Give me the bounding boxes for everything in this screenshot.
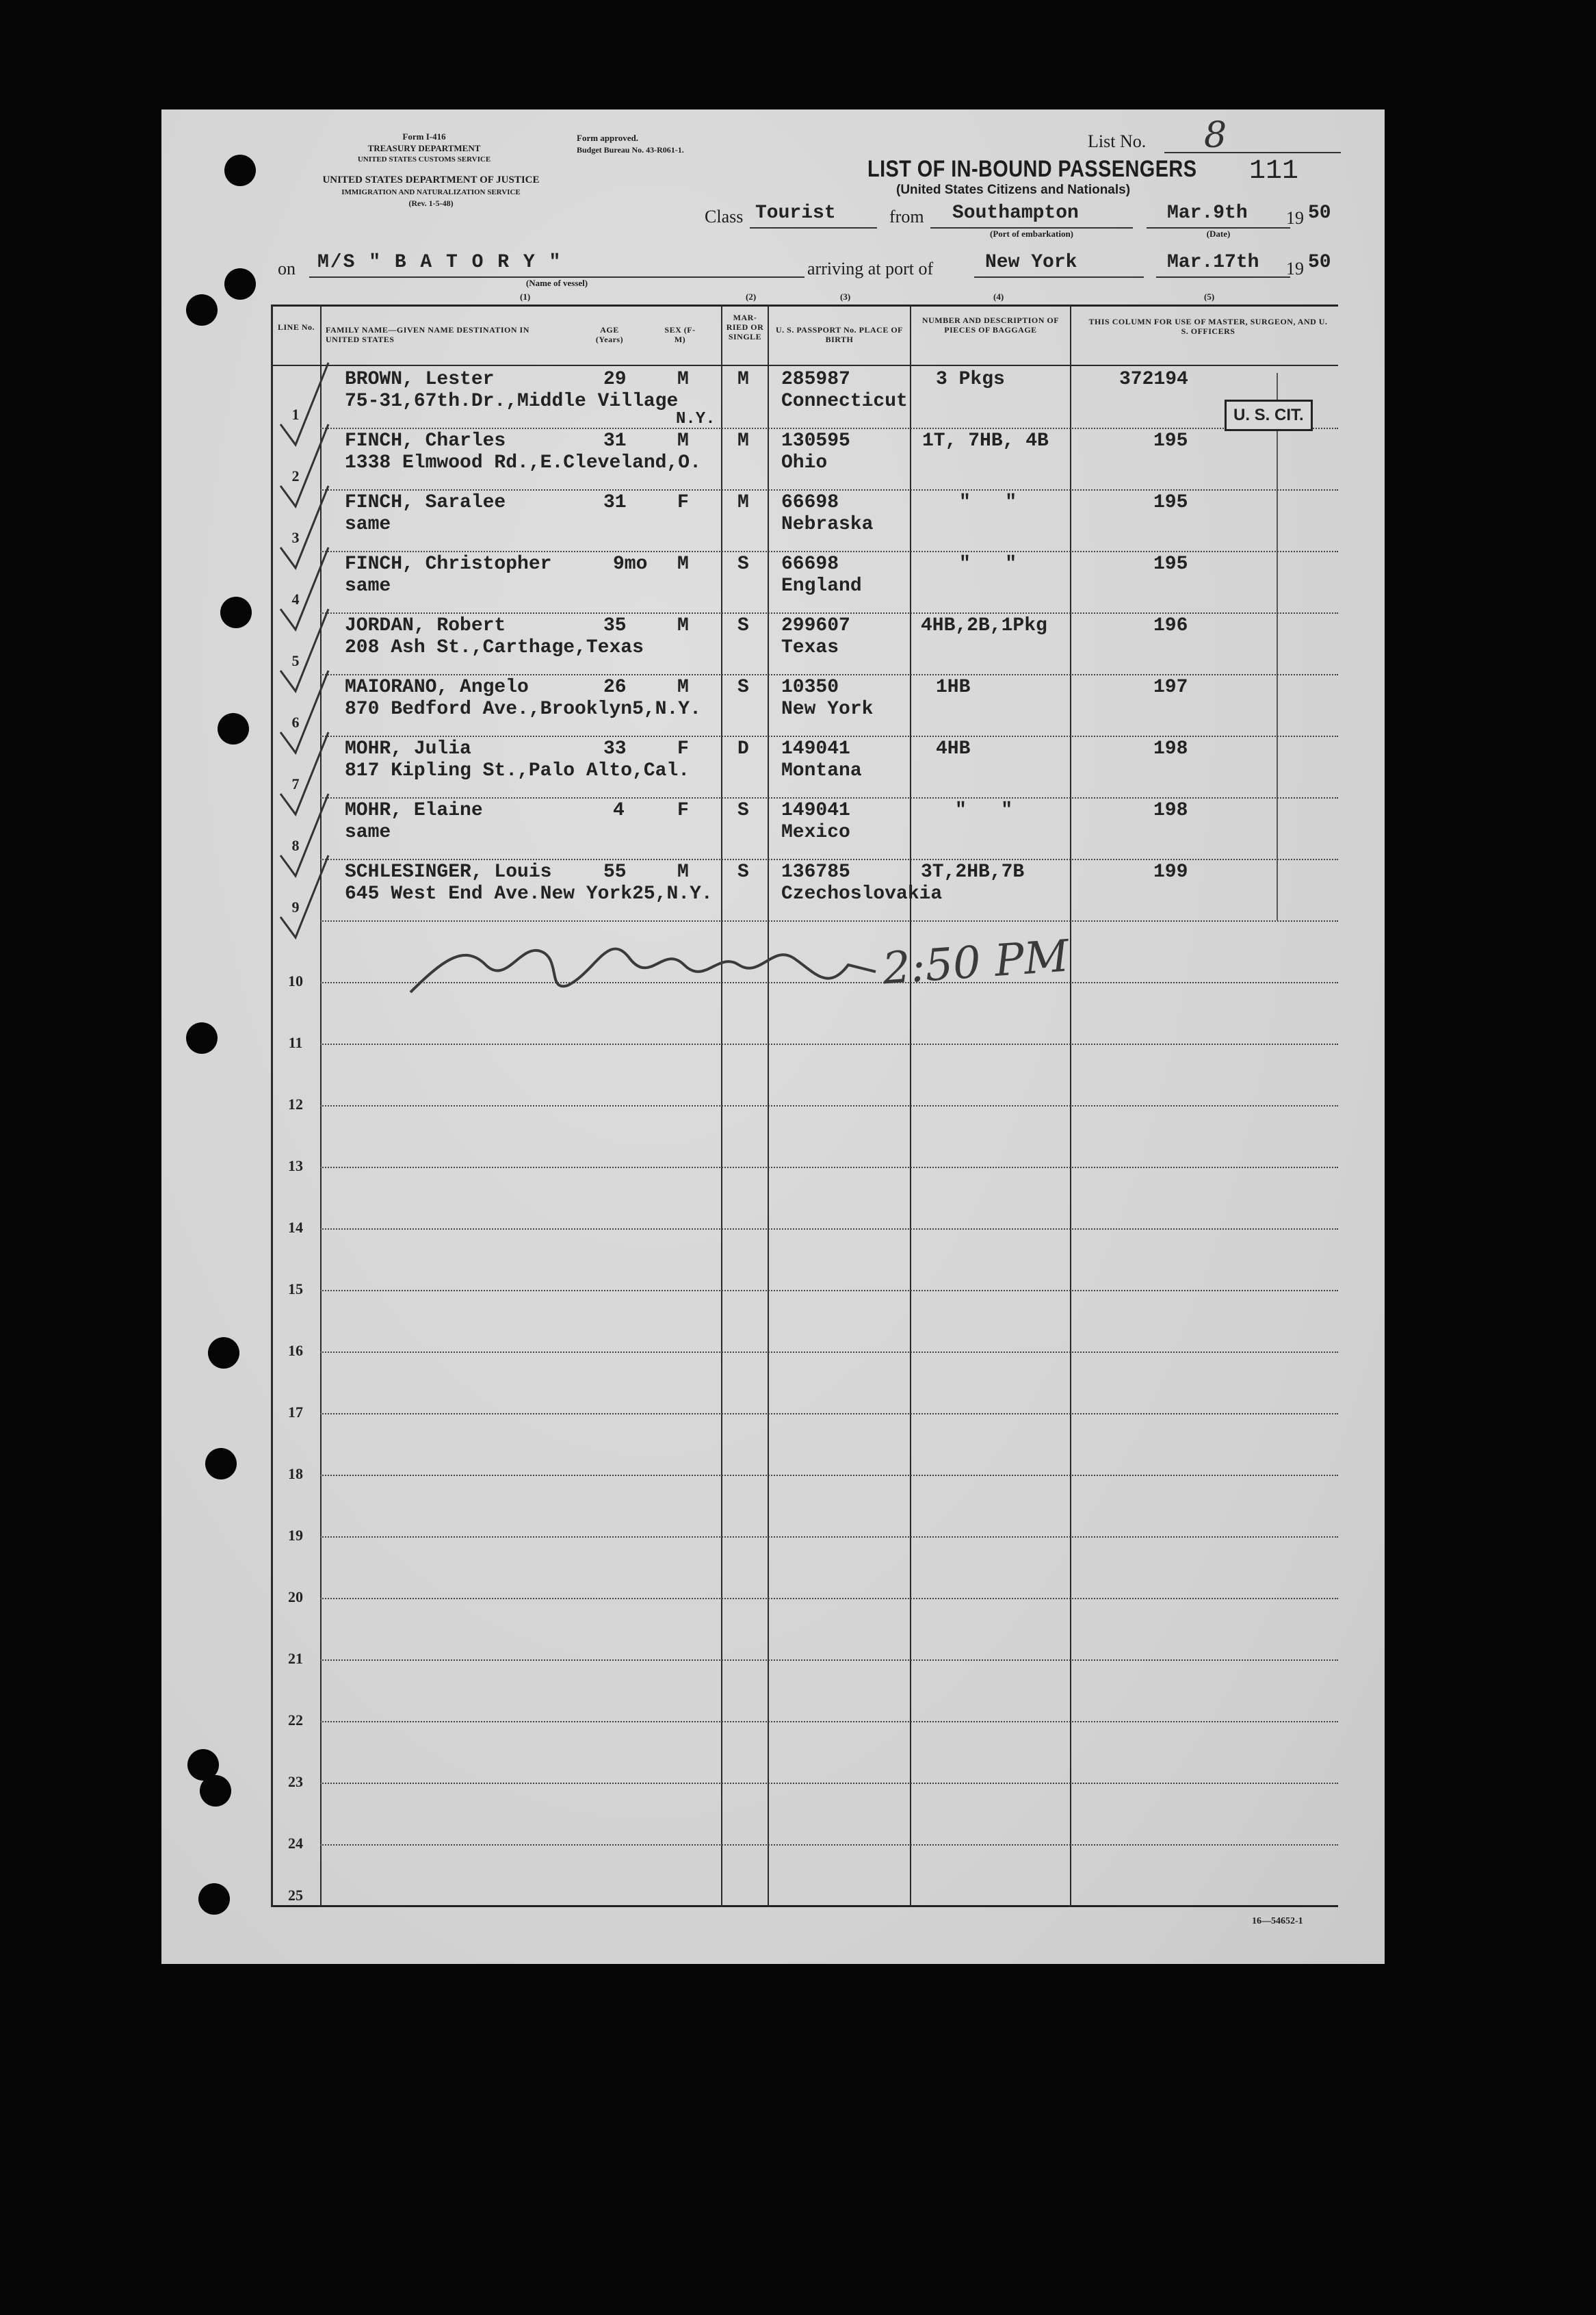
- check-mark: [280, 486, 328, 568]
- passenger-marital-status: S: [737, 554, 749, 575]
- punch-hole: [198, 1883, 230, 1915]
- passenger-age: 26: [603, 677, 627, 698]
- passenger-name: FINCH, Saralee: [345, 492, 506, 513]
- officer-note: 197: [1153, 677, 1188, 698]
- place-of-birth: Montana: [781, 760, 862, 781]
- row-divider: [320, 1475, 1338, 1476]
- line-number: 22: [288, 1711, 303, 1729]
- page-number: 111: [1249, 156, 1299, 187]
- place-of-birth: Czechoslovakia: [781, 883, 943, 905]
- header-name: FAMILY NAME—GIVEN NAME DESTINATION IN UNITED STATES: [326, 325, 529, 344]
- passenger-marital-status: S: [737, 677, 749, 698]
- arriving-label: arriving at port of: [807, 259, 934, 279]
- check-mark: [280, 547, 328, 630]
- row-divider: [320, 1290, 1338, 1291]
- line-number: 7: [291, 775, 300, 792]
- place-of-birth: Nebraska: [781, 514, 874, 535]
- row-divider: [320, 1105, 1338, 1107]
- officer-note: 195: [1153, 430, 1188, 452]
- header-sex: SEX (F-M): [664, 325, 696, 344]
- line-number: 15: [288, 1280, 303, 1297]
- page-title: LIST OF IN-BOUND PASSENGERS: [867, 156, 1197, 182]
- passenger-name: JORDAN, Robert: [345, 615, 506, 636]
- customs-service: UNITED STATES CUSTOMS SERVICE: [357, 155, 491, 164]
- header-officers: THIS COLUMN FOR USE OF MASTER, SURGEON, AND U. S. OFFICERS: [1088, 317, 1328, 336]
- footer-code: 16—54652-1: [1252, 1916, 1303, 1926]
- col-number-5: (5): [1204, 292, 1215, 302]
- line-number: 3: [291, 529, 300, 546]
- col-number-3: (3): [840, 292, 851, 302]
- line-number: 8: [291, 837, 300, 854]
- baggage: 4HB: [936, 738, 971, 760]
- arrival-year: 50: [1308, 252, 1331, 273]
- punch-hole: [208, 1337, 239, 1369]
- row-divider: [320, 1167, 1338, 1168]
- list-no-underline: [1164, 152, 1341, 153]
- check-marks: [260, 342, 479, 944]
- class-value: Tourist: [755, 203, 836, 224]
- class-label: Class: [705, 207, 744, 227]
- line-number: 2: [291, 467, 300, 484]
- table-top-border: [271, 305, 1338, 307]
- passport-number: 10350: [781, 677, 839, 698]
- passenger-age: 29: [603, 369, 627, 390]
- line-number: 5: [291, 652, 300, 669]
- row-divider: [320, 1228, 1338, 1230]
- check-mark: [280, 609, 328, 691]
- list-no-label: List No.: [1088, 131, 1147, 151]
- form-approved: Form approved.: [577, 133, 639, 143]
- from-value: Southampton: [952, 203, 1079, 224]
- passenger-age: 4: [613, 800, 625, 821]
- budget-bureau: Budget Bureau No. 43-R061-1.: [577, 145, 684, 155]
- passenger-marital-status: M: [737, 369, 749, 390]
- baggage: 4HB,2B,1Pkg: [921, 615, 1047, 636]
- departure-year-prefix: 19: [1286, 208, 1304, 228]
- passenger-age: 35: [603, 615, 627, 636]
- check-mark: [280, 424, 328, 506]
- header-line-no: LINE No.: [277, 322, 315, 332]
- row-divider: [320, 1536, 1338, 1538]
- passenger-name: FINCH, Charles: [345, 430, 506, 452]
- check-mark: [280, 671, 328, 753]
- passport-number: 149041: [781, 800, 850, 821]
- passenger-address-continued: N.Y.: [676, 410, 716, 428]
- row-divider: [320, 1352, 1338, 1353]
- vessel-caption: (Name of vessel): [525, 278, 588, 288]
- on-label: on: [278, 259, 296, 279]
- place-of-birth: New York: [781, 699, 874, 720]
- passenger-name: SCHLESINGER, Louis: [345, 862, 552, 883]
- place-of-birth: England: [781, 575, 862, 597]
- departure-year: 50: [1308, 203, 1331, 224]
- passport-number: 136785: [781, 862, 850, 883]
- punch-hole: [224, 155, 256, 186]
- passenger-address: same: [345, 514, 391, 535]
- punch-hole: [224, 268, 256, 300]
- line-number: 1: [291, 406, 300, 423]
- line-number: 25: [288, 1887, 303, 1904]
- list-no-value: 8: [1204, 115, 1227, 156]
- signature-stroke: [410, 949, 876, 992]
- baggage: 3 Pkgs: [936, 369, 1005, 390]
- place-of-birth: Mexico: [781, 822, 850, 843]
- line-number: 16: [288, 1342, 303, 1359]
- passport-number: 149041: [781, 738, 850, 760]
- baggage: " ": [959, 554, 1017, 575]
- row-divider: [320, 1659, 1338, 1661]
- passenger-address: 75-31,67th.Dr.,Middle Village: [345, 391, 679, 412]
- vessel-name: M/S " B A T O R Y ": [317, 252, 562, 273]
- passenger-marital-status: S: [737, 862, 749, 883]
- passenger-marital-status: M: [737, 430, 749, 452]
- passenger-age: 33: [603, 738, 627, 760]
- arrival-port-underline: [974, 276, 1144, 278]
- port-of-embarkation-caption: (Port of embarkation): [989, 229, 1074, 239]
- signature-time: 2:50 PM: [880, 931, 1071, 995]
- line-number: 12: [288, 1096, 303, 1113]
- header-baggage: NUMBER AND DESCRIPTION OF PIECES OF BAGGAGE: [921, 315, 1060, 335]
- passport-number: 285987: [781, 369, 850, 390]
- passenger-sex: F: [677, 492, 689, 513]
- line-number: 18: [288, 1465, 303, 1482]
- officer-note: 198: [1153, 738, 1188, 760]
- passport-number: 66698: [781, 554, 839, 575]
- baggage: 1T, 7HB, 4B: [922, 430, 1049, 452]
- passport-number: 299607: [781, 615, 850, 636]
- line-number: 21: [288, 1650, 303, 1667]
- line-number: 17: [288, 1404, 303, 1421]
- row-divider: [320, 1844, 1338, 1846]
- passenger-sex: F: [677, 738, 689, 760]
- passenger-age: 31: [603, 492, 627, 513]
- officer-note: 198: [1153, 800, 1188, 821]
- passenger-name: BROWN, Lester: [345, 369, 495, 390]
- departure-date: Mar.9th: [1167, 203, 1248, 224]
- header-age: AGE (Years): [595, 325, 624, 344]
- check-mark: [280, 794, 328, 876]
- date-caption: (Date): [1206, 229, 1231, 239]
- passenger-address: same: [345, 575, 391, 597]
- col-number-1: (1): [520, 292, 531, 302]
- passenger-address: 645 West End Ave.New York25,N.Y.: [345, 883, 713, 905]
- line-number: 13: [288, 1157, 303, 1174]
- header-passport: U. S. PASSPORT No. PLACE OF BIRTH: [776, 325, 903, 344]
- punch-hole: [186, 294, 218, 326]
- line-number: 11: [288, 1034, 303, 1051]
- baggage: " ": [955, 800, 1013, 821]
- punch-hole: [205, 1448, 237, 1479]
- arrival-port: New York: [985, 252, 1077, 273]
- treasury-department: TREASURY DEPARTMENT: [367, 143, 481, 153]
- line-number: 10: [288, 972, 303, 990]
- arrival-date-underline: [1156, 276, 1290, 278]
- baggage: 3T,2HB,7B: [921, 862, 1025, 883]
- officer-note: 195: [1153, 492, 1188, 513]
- line-number: 24: [288, 1835, 303, 1852]
- passenger-name: MOHR, Julia: [345, 738, 471, 760]
- punch-hole: [220, 597, 252, 628]
- row-divider: [320, 1721, 1338, 1722]
- ins-name: IMMIGRATION AND NATURALIZATION SERVICE: [341, 188, 521, 196]
- line-number: 4: [291, 591, 300, 608]
- col-number-4: (4): [993, 292, 1004, 302]
- row-divider: [320, 1044, 1338, 1045]
- row-divider: [320, 1413, 1338, 1414]
- punch-hole: [218, 713, 249, 745]
- line-number: 20: [288, 1588, 303, 1605]
- place-of-birth: Texas: [781, 637, 839, 658]
- passenger-sex: M: [677, 430, 689, 452]
- passenger-marital-status: M: [737, 492, 749, 513]
- passenger-name: MAIORANO, Angelo: [345, 677, 529, 698]
- check-mark: [280, 855, 328, 937]
- check-mark: [280, 363, 328, 445]
- revision: (Rev. 1-5-48): [408, 198, 454, 208]
- place-of-birth: Connecticut: [781, 391, 908, 412]
- punch-hole: [200, 1775, 231, 1807]
- check-mark: [280, 732, 328, 814]
- passenger-sex: M: [677, 615, 689, 636]
- passenger-marital-status: S: [737, 615, 749, 636]
- passenger-address: 208 Ash St.,Carthage,Texas: [345, 637, 644, 658]
- row-divider: [320, 1783, 1338, 1784]
- passenger-sex: M: [677, 677, 689, 698]
- page-subtitle: (United States Citizens and Nationals): [896, 183, 1131, 197]
- col-number-2: (2): [746, 292, 757, 302]
- line-number: 19: [288, 1527, 303, 1544]
- baggage: 1HB: [936, 677, 971, 698]
- from-label: from: [889, 207, 924, 227]
- line-number: 6: [291, 714, 300, 731]
- passenger-marital-status: S: [737, 800, 749, 821]
- passenger-sex: F: [677, 800, 689, 821]
- passport-number: 130595: [781, 430, 850, 452]
- justice-department: UNITED STATES DEPARTMENT OF JUSTICE: [322, 174, 540, 185]
- table-bottom-border: [271, 1905, 1338, 1907]
- punch-hole: [186, 1022, 218, 1054]
- passenger-sex: M: [677, 862, 689, 883]
- passenger-sex: M: [677, 369, 689, 390]
- class-underline: [750, 227, 877, 229]
- officer-note: 372194: [1119, 369, 1188, 390]
- passport-number: 66698: [781, 492, 839, 513]
- form-number: Form I-416: [402, 131, 446, 142]
- officer-note: 195: [1153, 554, 1188, 575]
- passenger-age: 31: [603, 430, 627, 452]
- officer-note: 196: [1153, 615, 1188, 636]
- arrival-year-prefix: 19: [1286, 259, 1304, 279]
- line-number: 23: [288, 1773, 303, 1790]
- passenger-name: MOHR, Elaine: [345, 800, 483, 821]
- passenger-name: FINCH, Christopher: [345, 554, 552, 575]
- passenger-address: 817 Kipling St.,Palo Alto,Cal.: [345, 760, 690, 781]
- passenger-address: same: [345, 822, 391, 843]
- baggage: " ": [959, 492, 1017, 513]
- passenger-age: 9mo: [613, 554, 648, 575]
- officer-note: 199: [1153, 862, 1188, 883]
- passenger-address: 1338 Elmwood Rd.,E.Cleveland,O.: [345, 452, 701, 474]
- line-number: 14: [288, 1219, 303, 1236]
- row-divider: [320, 1598, 1338, 1599]
- line-number: 9: [291, 898, 300, 916]
- us-citizen-stamp: U. S. CIT.: [1225, 400, 1313, 431]
- passenger-marital-status: D: [737, 738, 749, 760]
- header-married: MAR-RIED OR SINGLE: [726, 313, 764, 341]
- passenger-address: 870 Bedford Ave.,Brooklyn5,N.Y.: [345, 699, 701, 720]
- passenger-sex: M: [677, 554, 689, 575]
- passenger-age: 55: [603, 862, 627, 883]
- arrival-date: Mar.17th: [1167, 252, 1259, 273]
- place-of-birth: Ohio: [781, 452, 828, 474]
